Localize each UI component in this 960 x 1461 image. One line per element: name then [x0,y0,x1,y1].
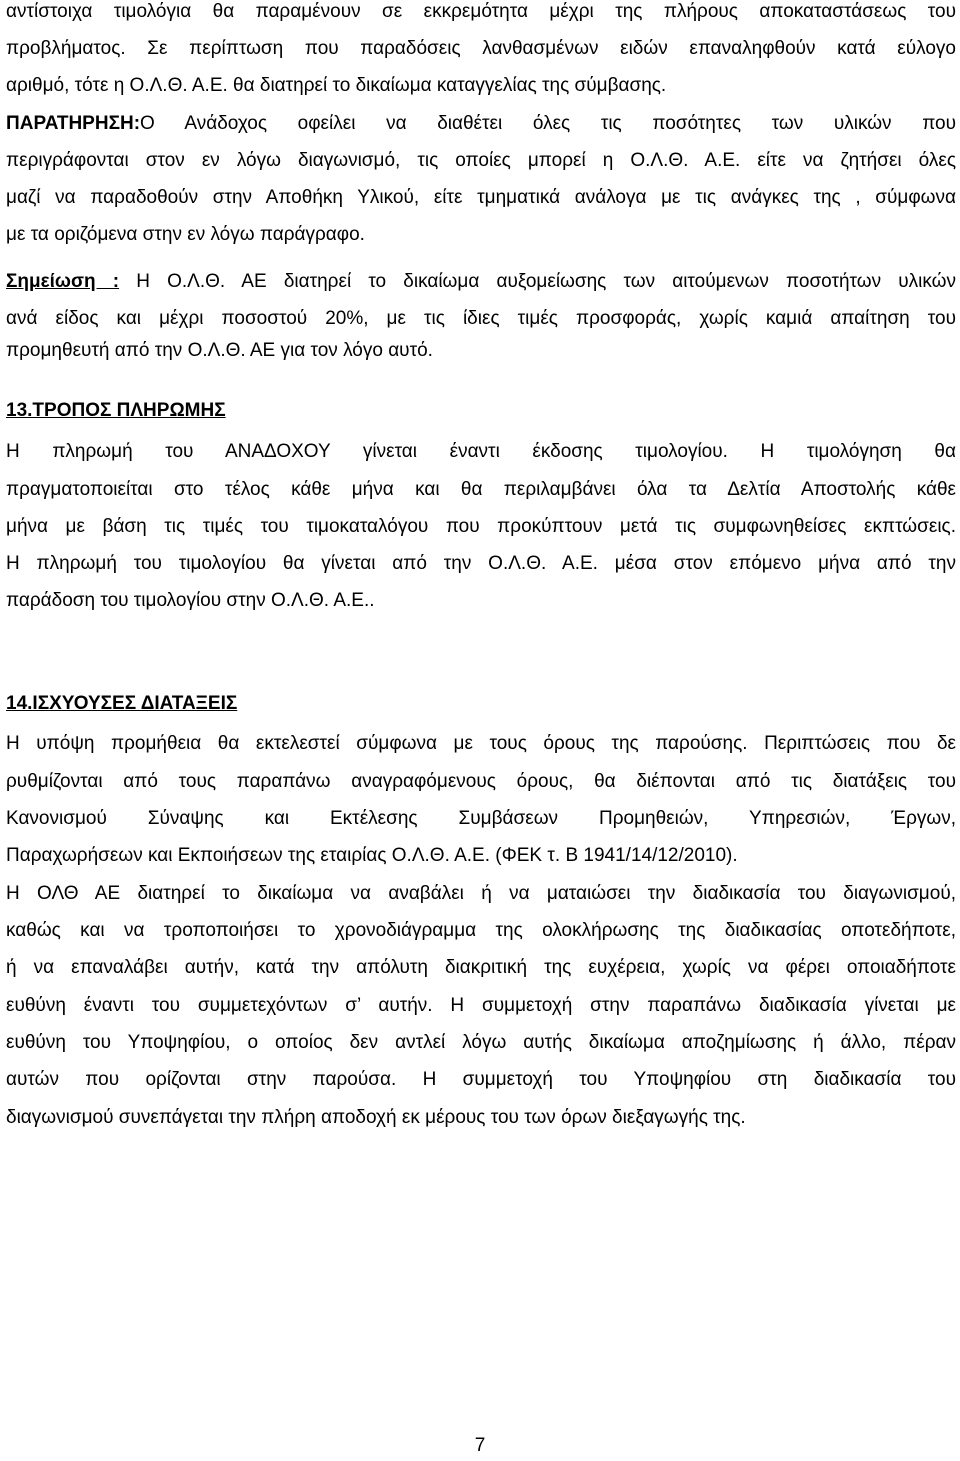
note-paratirisi-line [6,111,956,137]
paragraph-line: προβλήματος. Σε περίπτωση που παραδόσεις λανθασμένων ειδών επαναληφθούν κατά εύλογο [6,38,956,59]
paragraph-line: ευθύνη του Υποψηφίου, ο οποίος δεν αντλεί λόγω αυτής δικαίωμα αποζημίωσης ή άλλο, πέραν [6,1032,956,1053]
note-simeiosi-label: Σημείωση : [6,271,120,292]
paragraph-line: αριθμό, τότε η Ο.Λ.Θ. Α.Ε. θα διατηρεί το δικαίωμα καταγγελίας της σύμβασης. [6,75,667,96]
note-simeiosi-text: Η Ο.Λ.Θ. ΑΕ διατηρεί το δικαίωμα αυξομείωσης των αιτούμενων ποσοτήτων υλικών [119,271,956,292]
paragraph-line: Η πληρωμή του ΑΝΑΔΟΧΟΥ γίνεται έναντι έκδοσης τιμολογίου. Η τιμολόγηση θα [6,441,956,462]
paragraph-line: Η ΟΛΘ ΑΕ διατηρεί το δικαίωμα να αναβάλει ή να ματαιώσει την διαδικασία του διαγωνισμού, [6,883,956,904]
paragraph-line: προμηθευτή από την Ο.Λ.Θ. ΑΕ για τον λόγο αυτό. [6,340,433,361]
paragraph-line: διαγωνισμού συνεπάγεται την πλήρη αποδοχή εκ μέρους του των όρων διεξαγωγής της. [6,1107,746,1128]
paragraph-line: αντίστοιχα τιμολόγια θα παραμένουν σε εκκρεμότητα μέχρι της πλήρους αποκαταστάσεως του [6,1,956,22]
paragraph-line: παράδοση του τιμολογίου στην Ο.Λ.Θ. Α.Ε.. [6,590,375,611]
note-simeiosi-line [6,269,956,295]
paragraph-line: ρυθμίζονται από τους παραπάνω αναγραφόμενους όρους, θα διέπονται από τις διατάξεις του [6,771,956,792]
paragraph-line: καθώς και να τροποποιήσει το χρονοδιάγραμμα της ολοκλήρωσης της διαδικασίας οποτεδήποτε, [6,920,956,941]
paragraph-line: αυτών που ορίζονται στην παρούσα. Η συμμετοχή του Υποψηφίου στη διαδικασία του [6,1069,956,1090]
paragraph-line: μήνα με βάση τις τιμές του τιμοκαταλόγου που προκύπτουν μετά τις συμφωνηθείσες εκπτώσεις. [6,516,956,537]
paragraph-line: περιγράφονται στον εν λόγω διαγωνισμό, τις οποίες μπορεί η Ο.Λ.Θ. Α.Ε. είτε να ζητήσει όλες [6,150,956,171]
paragraph-line: ευθύνη έναντι του συμμετεχόντων σ’ αυτήν. Η συμμετοχή στην παραπάνω διαδικασία γίνεται με [6,995,956,1016]
section-heading-provisions: 14.ΙΣΧΥΟΥΣΕΣ ΔΙΑΤΑΞΕΙΣ [6,693,238,714]
paragraph-line: μαζί να παραδοθούν στην Αποθήκη Υλικού, είτε τμηματικά ανάλογα με τις ανάγκες της , σύμφωνα [6,187,956,208]
section-heading-payment: 13.ΤΡΟΠΟΣ ΠΛΗΡΩΜΗΣ [6,400,226,421]
paragraph-line: Κανονισμού Σύναψης και Εκτέλεσης Συμβάσεων Προμηθειών, Υπηρεσιών, Έργων, [6,808,956,829]
paragraph-line: πραγματοποιείται στο τέλος κάθε μήνα και θα περιλαμβάνει όλα τα Δελτία Αποστολής κάθε [6,479,956,500]
paragraph-line: με τα οριζόμενα στην εν λόγω παράγραφο. [6,224,365,245]
page-number: 7 [474,1435,486,1456]
paragraph-line: ανά είδος και μέχρι ποσοστού 20%, με τις ίδιες τιμές προσφοράς, χωρίς καμιά απαίτηση του [6,308,956,329]
note-paratirisi-text: Ο Ανάδοχος οφείλει να διαθέτει όλες τις ποσότητες των υλικών που [140,113,956,134]
paragraph-line: Παραχωρήσεων και Εκποιήσεων της εταιρίας Ο.Λ.Θ. Α.Ε. (ΦΕΚ τ. Β 1941/14/12/2010). [6,845,738,866]
paragraph-line: Η υπόψη προμήθεια θα εκτελεστεί σύμφωνα με τους όρους της παρούσης. Περιπτώσεις που δε [6,733,956,754]
paragraph-line: ή να επαναλάβει αυτήν, κατά την απόλυτη διακριτική της ευχέρεια, χωρίς να φέρει οποιαδήποτε [6,957,956,978]
paragraph-line: Η πληρωμή του τιμολογίου θα γίνεται από την Ο.Λ.Θ. Α.Ε. μέσα στον επόμενο μήνα από την [6,553,956,574]
note-paratirisi-label: ΠΑΡΑΤΗΡΗΣΗ: [6,113,141,134]
